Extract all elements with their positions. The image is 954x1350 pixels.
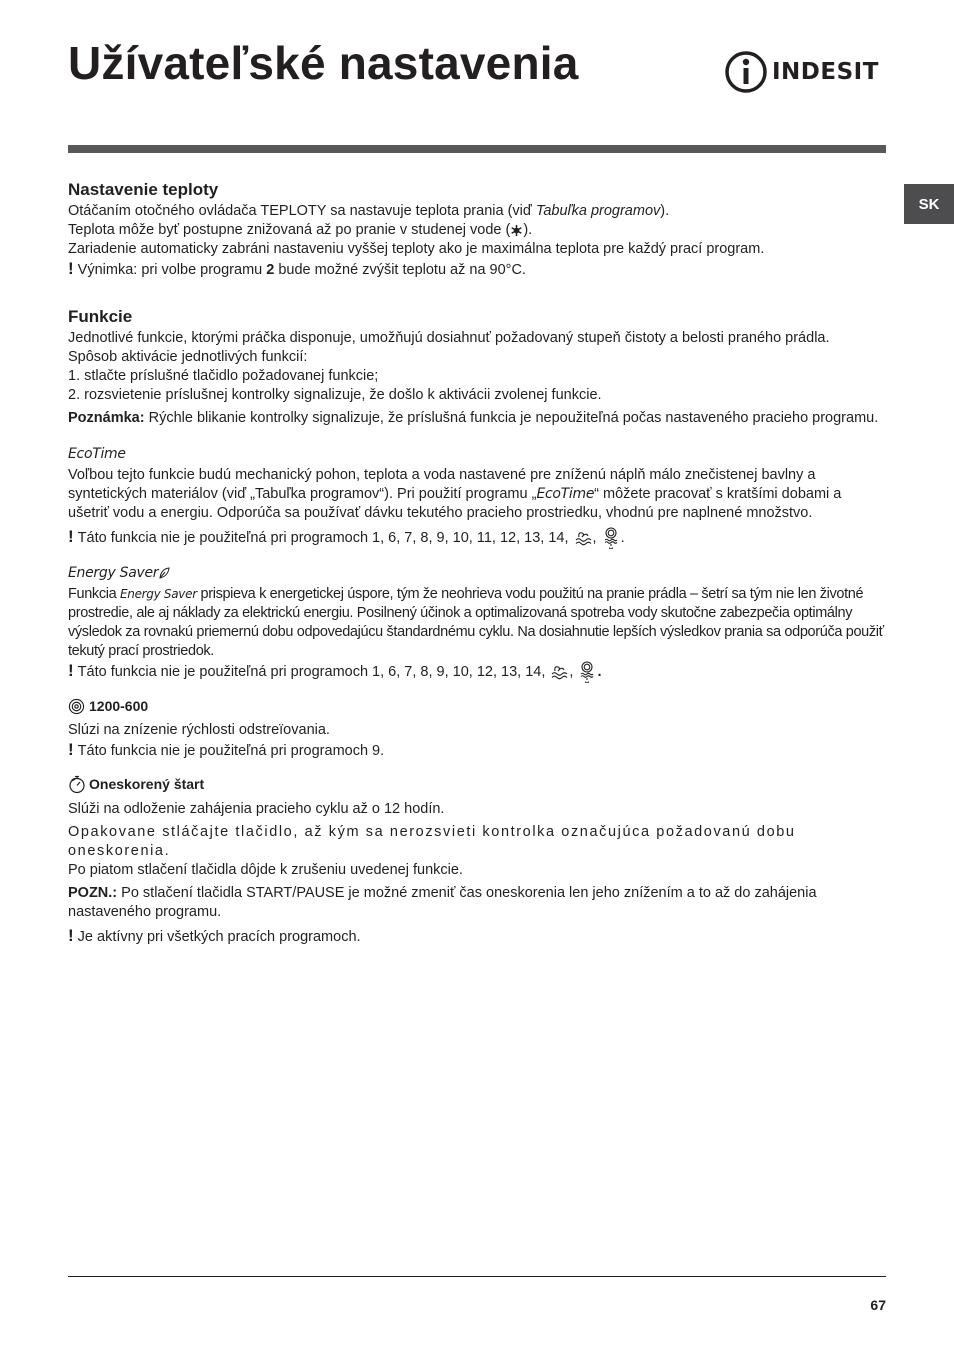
text: Táto funkcia nie je použiteľná pri programoch 1, 6, 7, 8, 9, 10, 11, 12, 13, 14, (77, 530, 573, 546)
text: Teplota môže byť postupne znižovaná až po pranie v studenej vode ( (68, 222, 511, 238)
program-number: 2 (266, 262, 275, 278)
snowflake-icon (510, 224, 523, 237)
spin-heading (68, 697, 148, 716)
text: . (620, 530, 625, 546)
energy-saver-text (68, 585, 886, 661)
page-title: Užívateľské nastavenia (68, 37, 579, 89)
text: Rýchle blikanie kontrolky signalizuje, že príslušná funkcia je nepoužiteľná počas nastaveného pracieho programu. (144, 410, 879, 426)
delay-timer-icon (68, 775, 86, 794)
functions-step-2: 2. rozsvietenie príslušnej kontrolky signalizuje, že došlo k aktivácii zvolenej funkcie. (68, 387, 602, 403)
indesit-logo (724, 50, 879, 94)
ecotime-logo-text: EcoTime (68, 446, 126, 462)
functions-step-1: 1. stlačte príslušné tlačidlo požadovanej funkcie; (68, 368, 379, 384)
section-ecotime (68, 444, 886, 549)
wool-program-icon (573, 530, 593, 546)
text: ). (523, 222, 533, 238)
ecotime-text (68, 466, 886, 523)
delay-text-2: Opakovane stláčajte tlačidlo, až kým sa nerozsvieti kontrolka označujúca požadovanú dobu oneskorenia. (68, 824, 796, 860)
delay-label: Oneskorený štart (89, 776, 205, 793)
energy-saver-label (68, 563, 886, 583)
text: Voľbou tejto funkcie budú mechanický pohon, teplota a voda nastavené pre zníženú náplň málo znečistenej bavlny a syntetických materiálov (viď „Tabuľka programov“). Pri použití programu „ (68, 467, 816, 502)
temperature-line-3: Zariadenie automaticky zabráni nastaveniu vyššej teploty ako je maximálna teplota pre každý prací program. (68, 241, 765, 257)
warning-mark: ! (68, 259, 74, 278)
text: Výnimka: pri volbe programu (77, 262, 267, 278)
silk-program-icon (577, 661, 597, 683)
header-rule (68, 145, 886, 153)
warning-mark: ! (68, 661, 74, 681)
page-number: 67 (870, 1297, 886, 1313)
delay-note (68, 884, 886, 922)
page-content (68, 180, 886, 947)
section-temperature (68, 180, 886, 280)
wool-program-icon (549, 664, 569, 680)
text: ). (660, 203, 670, 219)
spin-warning (68, 740, 886, 761)
section-functions (68, 307, 886, 428)
spin-text: Slúzi na znízenie rýchlosti odstreïovania. (68, 722, 330, 739)
section-energy-saver (68, 563, 886, 683)
indesit-logo-icon (724, 50, 768, 94)
ecotime-label (68, 444, 886, 464)
brand-name: INDESIT (772, 59, 879, 85)
temperature-line-2 (68, 221, 886, 240)
functions-note (68, 409, 886, 428)
ecotime-warning: ! Táto funkcia nie je použiteľná pri programoch 1, 6, 7, 8, 9, 10, 11, 12, 13, 14, , . (68, 527, 886, 549)
warning-mark: ! (68, 926, 74, 946)
warning-mark: ! (68, 527, 74, 546)
language-tab: SK (904, 184, 954, 224)
energy-saver-warning: ! Táto funkcia nie je použiteľná pri programoch 1, 6, 7, 8, 9, 10, 12, 13, 14, , . (68, 661, 886, 683)
text: “ môžete pracovať s kratšími dobami a ušetriť vodu a energiu. Odporúča sa používať dávku tekutého pracieho prostriedku, vhodnú pre naplnené množstvo. (68, 486, 842, 521)
note-label: Poznámka: (68, 410, 145, 426)
silk-program-icon (601, 527, 621, 549)
temperature-heading: Nastavenie teploty (68, 180, 219, 199)
text: Funkcia (68, 586, 120, 603)
text: Je aktívny pri všetkých pracích programoch. (77, 929, 361, 946)
temperature-note (68, 259, 886, 280)
spin-label: 1200-600 (89, 698, 149, 715)
spin-icon (68, 698, 85, 715)
text: Táto funkcia nie je použiteľná pri programoch 9. (77, 743, 385, 760)
warning-mark: ! (68, 740, 74, 760)
delay-text-1: Slúži na odloženie zahájenia pracieho cyklu až o 12 hodín. (68, 801, 445, 818)
text: Táto funkcia nie je použiteľná pri programoch 1, 6, 7, 8, 9, 10, 12, 13, 14, (77, 664, 550, 681)
delay-warning (68, 926, 886, 947)
text: prispieva k energetickej úspore, tým že neohrieva vodu použitú na pranie prádla – šetrí sa tým nie len životné prostredie, ale aj náklady za elektrickú energiu. Posilnený účinok a optimalizovaná spotreba vody skutočne zabezpečia optimálny výsledok za rovnakú priemernú dobu odpovedajúcu štandardnému cyklu. Na dosiahnutie lepších výsledkov prania sa odporúča použiť tekutý prací prostriedok. (68, 586, 884, 660)
functions-heading: Funkcie (68, 307, 133, 326)
delay-text-3: Po piatom stlačení tlačidla dôjde k zrušeniu uvedenej funkcie. (68, 862, 463, 879)
text-italic: Tabuľka programov (535, 203, 661, 219)
temperature-line-1 (68, 202, 886, 221)
delay-heading (68, 775, 204, 794)
text: . (597, 664, 602, 681)
text: bude možné zvýšit teplotu až na 90°C. (274, 262, 526, 278)
ecotime-inline-text: EcoTime (536, 486, 595, 502)
energy-saver-inline-text: Energy Saver (120, 587, 197, 602)
functions-line-2: Spôsob aktivácie jednotlivých funkcií: (68, 349, 308, 365)
section-delay-start (68, 775, 886, 947)
functions-line-1: Jednotlivé funkcie, ktorými práčka disponuje, umožňujú dosiahnuť požadovaný stupeň čistoty a belosti praného prádla. (68, 330, 830, 346)
energy-saver-icon (158, 566, 170, 580)
footer-rule (68, 1276, 886, 1277)
text: Po stlačení tlačidla START/PAUSE je možné zmeniť čas oneskorenia len jeho znížením a to až do zahájenia nastaveného programu. (68, 885, 817, 921)
section-spin (68, 697, 886, 761)
text: Otáčaním otočného ovládača TEPLOTY sa nastavuje teplota prania (viď (68, 203, 536, 219)
note-label: POZN.: (68, 885, 118, 902)
energy-saver-logo-text: Energy Saver (68, 565, 159, 582)
